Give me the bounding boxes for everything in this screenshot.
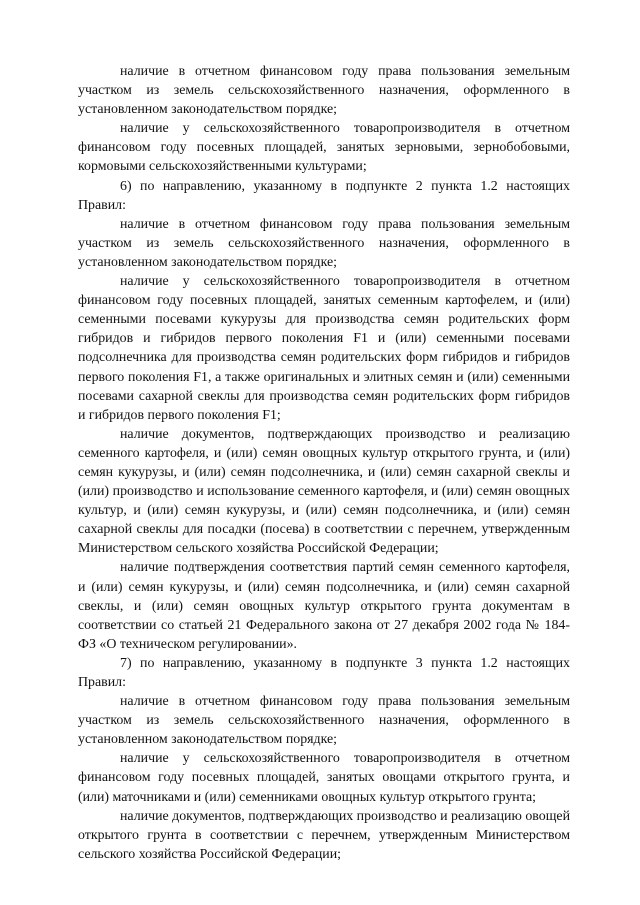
paragraph-8: 7) по направлению, указанному в подпункте 3 пункта 1.2 настоящих Правил: — [78, 655, 570, 690]
paragraph-6: наличие документов, подтверждающих производство и реализацию семенного картофеля, и (или) семян овощных культур открытого грунта, и (или) семян кукурузы, и (или) семян подсолнечника, и (или) семян сахарной свеклы и (или) производство и использование семенного картофеля, и (или) семян овощных культур, и (или) семян кукурузы, и (или) семян подсолнечника, и (или) семян сахарной свеклы для посадки (посева) в соответствии с перечнем, утвержденным Министерством сельского хозяйства Российской Федерации; — [78, 426, 570, 557]
paragraph-4: наличие в отчетном финансовом году права пользования земельным участком из земель сельскохозяйственного назначения, оформленного в установленном законодательством порядке; — [78, 216, 570, 270]
paragraph-3: 6) по направлению, указанному в подпункте 2 пункта 1.2 настоящих Правил: — [78, 178, 570, 213]
paragraph-7: наличие подтверждения соответствия партий семян семенного картофеля, и (или) семян кукурузы, и (или) семян подсолнечника, и (или) семян сахарной свеклы, и (или) семян овощных культур открытого грунта документам в соответствии со статьей 21 Федерального закона от 27 декабря 2002 года № 184-ФЗ «О техническом регулировании». — [78, 560, 570, 652]
paragraph-9: наличие в отчетном финансовом году права пользования земельным участком из земель сельскохозяйственного назначения, оформленного в установленном законодательством порядке; — [78, 694, 570, 748]
paragraph-1: наличие в отчетном финансовом году права пользования земельным участком из земель сельскохозяйственного назначения, оформленного в установленном законодательством порядке; — [78, 64, 570, 118]
paragraph-11: наличие документов, подтверждающих производство и реализацию овощей открытого грунта в соответствии с перечнем, утвержденным Министерством сельского хозяйства Российской Федерации; — [78, 808, 570, 862]
paragraph-10: наличие у сельскохозяйственного товаропроизводителя в отчетном финансовом году посевных площадей, занятых овощами открытого грунта, и (или) маточниками и (или) семенниками овощных культур открытого грунта; — [78, 751, 570, 805]
paragraph-5: наличие у сельскохозяйственного товаропроизводителя в отчетном финансовом году посевных площадей, занятых семенным картофелем, и (или) семенными посевами кукурузы для производства семян родительских форм гибридов и гибридов первого поколения F1 и (или) семенными посевами подсолнечника для производства семян родительских форм гибридов и гибридов первого поколения F1, а также оригинальных и элитных семян и (или) семенными посевами сахарной свеклы для производства семян родительских форм гибридов и гибридов первого поколения F1; — [78, 274, 570, 423]
document-body — [78, 62, 570, 864]
paragraph-2: наличие у сельскохозяйственного товаропроизводителя в отчетном финансовом году посевных площадей, занятых зерновыми, зернобобовыми, кормовыми сельскохозяйственными культурами; — [78, 121, 570, 175]
